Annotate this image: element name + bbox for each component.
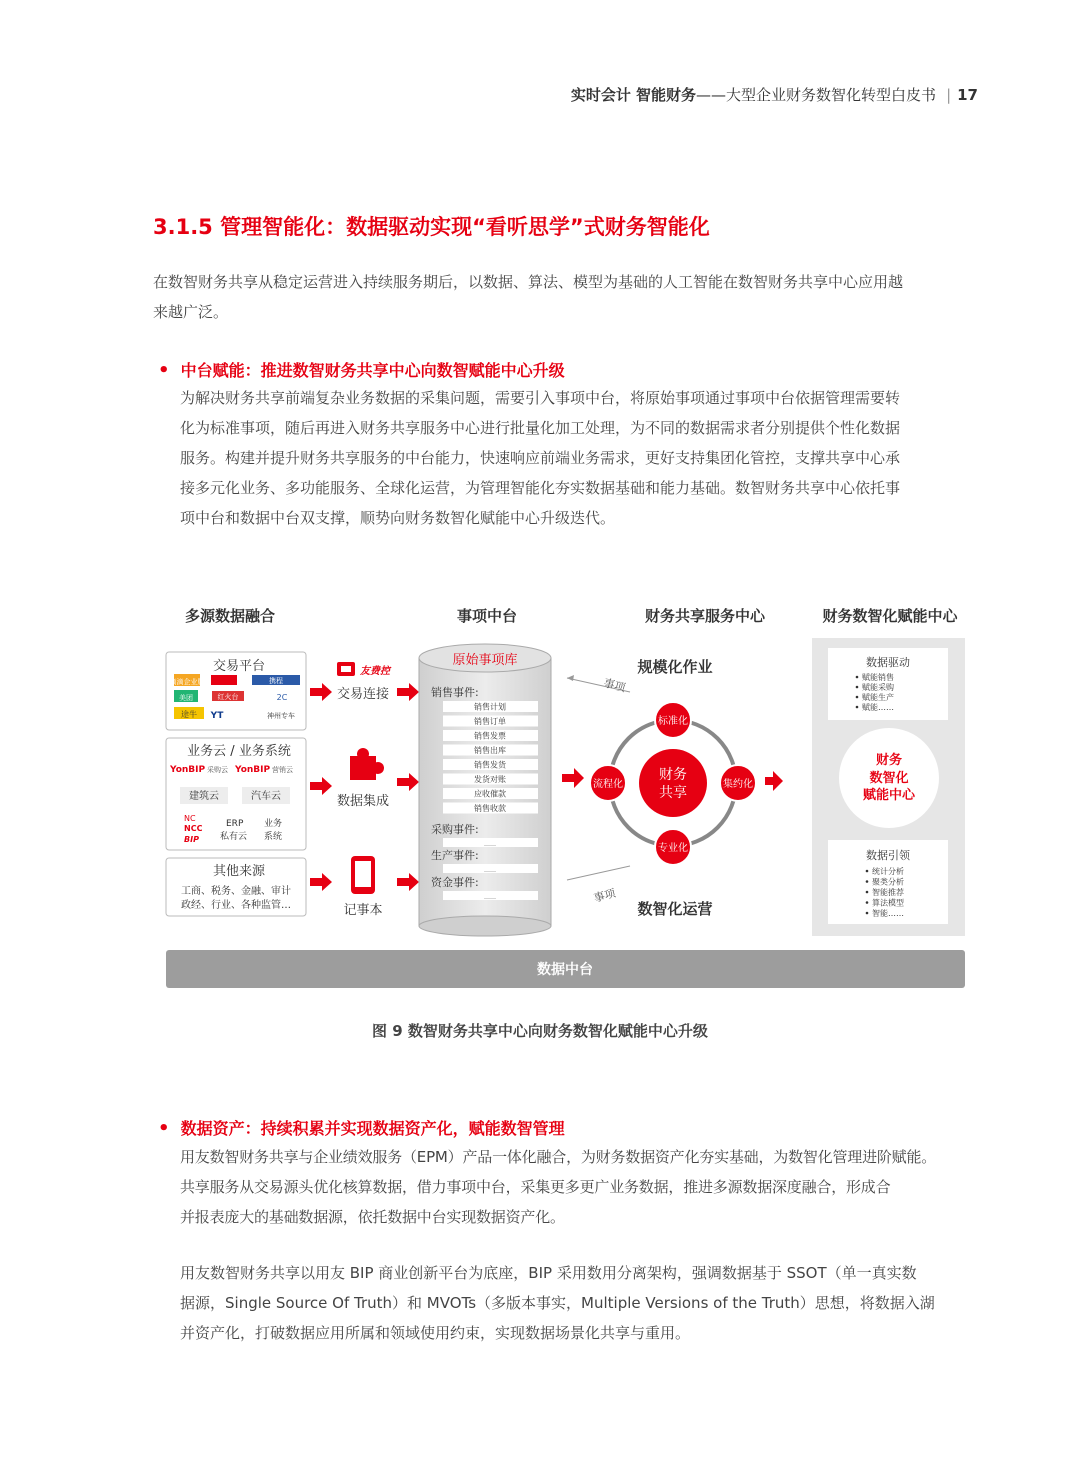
bullet1-line: 接多元化业务、多功能服务、全球化运营，为管理智能化夯实数据基础和能力基础。数智财务共享中心依托事 bbox=[180, 479, 901, 497]
intro-paragraph bbox=[153, 267, 983, 327]
col-header-ssc: 财务共享服务中心 bbox=[644, 607, 766, 625]
svg-text:汽车云: 汽车云 bbox=[251, 791, 281, 802]
section-title: 3.1.5 管理智能化：数据驱动实现“看听思学”式财务智能化 bbox=[153, 215, 710, 239]
svg-text:标准化: 标准化 bbox=[658, 716, 688, 727]
svg-text:数智化: 数智化 bbox=[869, 771, 909, 786]
svg-text:YonBIP: YonBIP bbox=[235, 765, 271, 775]
svg-text:营销云: 营销云 bbox=[272, 766, 293, 774]
data-guide-item: 智能推荐 bbox=[872, 888, 904, 897]
data-guide-item: 智能…… bbox=[872, 909, 904, 918]
bullet-dot-icon: • bbox=[158, 360, 170, 381]
bullet1-line: 为解决财务共享前端复杂业务数据的采集问题，需要引入事项中台，将原始事项通过事项中台依据管理需要转 bbox=[180, 389, 901, 407]
bullet-dot-icon bbox=[866, 870, 869, 873]
svg-text:BIP: BIP bbox=[184, 835, 199, 844]
svg-text:……: …… bbox=[484, 841, 496, 848]
trade-platform-title: 交易平台 bbox=[212, 659, 266, 674]
notebook-label: 记事本 bbox=[343, 903, 383, 918]
scale-operation-label: 规模化作业 bbox=[637, 658, 713, 676]
bullet2-paragraph-1 bbox=[180, 1142, 1010, 1232]
svg-text:集约化: 集约化 bbox=[723, 779, 753, 790]
svg-text:资金事件:: 资金事件: bbox=[431, 876, 479, 889]
data-guide-item: 统计分析 bbox=[872, 867, 904, 876]
bullet2-line: 用友数智财务共享以用友 BIP 商业创新平台为底座，BIP 采用数用分离架构，强调数据基于 SSOT（单一真实数 bbox=[180, 1264, 917, 1282]
bullet-dot-icon bbox=[856, 686, 859, 689]
bullet2-title-text: 数据资产：持续积累并实现数据资产化，赋能数智管理 bbox=[180, 1119, 565, 1138]
other-sources-title: 其他来源 bbox=[212, 864, 266, 879]
intro-line: 在数智财务共享从稳定运营进入持续服务期后，以数据、算法、模型为基础的人工智能在数智财务共享中心应用越 bbox=[153, 273, 904, 291]
svg-text:工商、税务、金融、审计: 工商、税务、金融、审计 bbox=[181, 886, 291, 897]
col-header-enablement: 财务数智化赋能中心 bbox=[822, 607, 958, 625]
svg-text:ERP: ERP bbox=[226, 819, 244, 829]
bullet2-line: 共享服务从交易源头优化核算数据，借力事项中台，采集更多更广业务数据，推进多源数据深度融合，形成合 bbox=[180, 1178, 891, 1196]
data-drive-item: 赋能采购 bbox=[862, 683, 894, 692]
bullet1-title-text: 中台赋能：推进数智财务共享中心向数智赋能中心升级 bbox=[180, 361, 565, 380]
data-integration-label: 数据集成 bbox=[337, 794, 390, 809]
sales-item: 销售发货 bbox=[474, 760, 506, 770]
svg-text:YonBIP: YonBIP bbox=[170, 765, 206, 775]
sales-item: 销售发票 bbox=[474, 731, 506, 741]
logo-2 bbox=[211, 675, 237, 685]
bullet1-title bbox=[158, 358, 565, 381]
svg-text:携程: 携程 bbox=[269, 677, 283, 685]
ssc-node-standard bbox=[655, 702, 691, 738]
bullet2-paragraph-2 bbox=[180, 1258, 1010, 1348]
bullet-dot-icon bbox=[866, 912, 869, 915]
ssc-node-process bbox=[590, 765, 626, 801]
svg-text:共享: 共享 bbox=[659, 785, 687, 801]
svg-text:生产事件:: 生产事件: bbox=[431, 849, 479, 862]
bullet-dot-icon bbox=[856, 696, 859, 699]
svg-text:……: …… bbox=[484, 867, 496, 874]
puzzle-icon bbox=[350, 748, 384, 780]
sales-item: 销售收款 bbox=[474, 804, 506, 813]
svg-text:2C: 2C bbox=[276, 693, 288, 702]
event-in-label: 事项 bbox=[602, 676, 627, 695]
svg-text:私有云: 私有云 bbox=[220, 832, 248, 842]
source-arrows bbox=[310, 683, 332, 891]
raw-event-db-title: 原始事项库 bbox=[452, 653, 518, 668]
header-title-bold: 实时会计 智能财务 bbox=[570, 86, 697, 104]
db-to-ssc-arrow bbox=[562, 768, 584, 788]
bullet2-line: 用友数智财务共享与企业绩效服务（EPM）产品一体化融合，为财务数据资产化夯实基础，为数智化管理进阶赋能。 bbox=[180, 1148, 937, 1166]
page-number: 17 bbox=[957, 86, 978, 104]
bullet1-line: 项中台和数据中台双支撑，顺势向财务数智化赋能中心升级迭代。 bbox=[180, 509, 616, 527]
header-title-rest: ——大型企业财务数智化转型白皮书 bbox=[696, 86, 937, 104]
raw-event-database bbox=[419, 644, 551, 936]
running-header bbox=[0, 84, 978, 105]
data-drive-item: 赋能…… bbox=[862, 703, 894, 712]
bullet1-line: 服务。构建并提升财务共享服务的中台能力，快速响应前端业务需求，更好支持集团化管控，支撑共享中心承 bbox=[180, 449, 901, 467]
svg-text:数据引领: 数据引领 bbox=[866, 849, 910, 862]
bullet-dot-icon bbox=[866, 901, 869, 904]
data-guide-item: 算法模型 bbox=[872, 898, 904, 908]
svg-text:数据驱动: 数据驱动 bbox=[866, 656, 910, 669]
data-drive-item: 赋能生产 bbox=[862, 693, 894, 702]
svg-text:财务: 财务 bbox=[875, 753, 903, 768]
svg-text:系统: 系统 bbox=[264, 832, 283, 842]
bullet2-line: 并资产化，打破数据应用所属和领域使用约束，实现数据场景化共享与重用。 bbox=[180, 1324, 691, 1342]
sales-item: 销售计划 bbox=[474, 702, 506, 712]
sales-item: 销售出库 bbox=[474, 746, 506, 755]
svg-text:YT: YT bbox=[210, 711, 224, 721]
svg-text:红火台: 红火台 bbox=[217, 693, 239, 701]
svg-text:采购云: 采购云 bbox=[207, 766, 228, 774]
svg-text:采购事件:: 采购事件: bbox=[431, 823, 479, 836]
bullet2-title bbox=[158, 1116, 565, 1139]
col-header-sources: 多源数据融合 bbox=[184, 607, 276, 625]
bullet-dot-icon bbox=[866, 880, 869, 883]
col-header-event-platform: 事项中台 bbox=[456, 607, 518, 625]
figure-caption: 图 9 数智财务共享中心向财务数智化赋能中心升级 bbox=[372, 1022, 708, 1040]
trade-connect-label: 交易连接 bbox=[337, 687, 390, 702]
svg-text:NCC: NCC bbox=[184, 824, 203, 833]
svg-text:赋能中心: 赋能中心 bbox=[862, 788, 916, 803]
ssc-center bbox=[639, 749, 707, 817]
ssc-node-intensive bbox=[720, 765, 756, 801]
svg-text:业务: 业务 bbox=[264, 819, 283, 829]
header-separator: | bbox=[946, 86, 952, 104]
svg-text:政经、行业、各种监管…: 政经、行业、各种监管… bbox=[181, 900, 291, 911]
connector-arrows bbox=[397, 683, 419, 891]
svg-text:财务: 财务 bbox=[659, 767, 687, 783]
digital-operation-label: 数智化运营 bbox=[637, 900, 713, 918]
bullet-dot-icon bbox=[856, 706, 859, 709]
biz-cloud-title: 业务云 / 业务系统 bbox=[187, 744, 291, 759]
data-drive-item: 赋能销售 bbox=[862, 673, 894, 682]
bullet-dot-icon: • bbox=[158, 1118, 170, 1139]
svg-text:神州专车: 神州专车 bbox=[267, 712, 295, 720]
svg-text:途牛: 途牛 bbox=[181, 710, 197, 719]
event-out-line bbox=[567, 866, 630, 880]
svg-text:美团: 美团 bbox=[179, 694, 193, 702]
bullet2-line: 据源，Single Source Of Truth）和 MVOTs（多版本事实，Multiple Versions of the Truth）思想，将数据入湖 bbox=[180, 1294, 935, 1312]
bullet2-line: 并报表庞大的基础数据源，依托数据中台实现数据资产化。 bbox=[180, 1208, 565, 1226]
sales-item: 销售订单 bbox=[474, 717, 506, 726]
svg-text:滴滴企业版: 滴滴企业版 bbox=[169, 678, 205, 686]
ssc-node-professional bbox=[655, 829, 691, 865]
svg-text:专业化: 专业化 bbox=[658, 843, 688, 854]
bullet-dot-icon bbox=[866, 891, 869, 894]
svg-text:流程化: 流程化 bbox=[593, 779, 623, 790]
data-guide-items bbox=[866, 866, 904, 918]
intro-line: 来越广泛。 bbox=[153, 303, 229, 321]
data-guide-item: 聚类分析 bbox=[872, 877, 904, 887]
svg-text:……: …… bbox=[484, 894, 496, 901]
ssc-to-enablement-arrow bbox=[765, 771, 783, 791]
sales-item: 发货对账 bbox=[474, 775, 506, 784]
bullet-dot-icon bbox=[856, 676, 859, 679]
bullet1-paragraph bbox=[180, 383, 990, 533]
feikong-label: 友费控 bbox=[360, 666, 390, 677]
svg-text:销售事件:: 销售事件: bbox=[431, 686, 479, 699]
figure-9-diagram bbox=[0, 590, 1080, 1000]
event-out-label: 事项 bbox=[592, 886, 618, 905]
svg-text:建筑云: 建筑云 bbox=[189, 791, 219, 802]
feikong-icon bbox=[337, 662, 355, 676]
svg-text:NC: NC bbox=[184, 814, 196, 823]
phone-icon bbox=[351, 856, 375, 894]
bullet1-line: 化为标准事项，随后再进入财务共享服务中心进行批量化加工处理，为不同的数据需求者分别提供个性化数据 bbox=[180, 419, 901, 437]
data-platform-label: 数据中台 bbox=[537, 962, 593, 978]
sales-item: 应收催款 bbox=[474, 789, 506, 799]
